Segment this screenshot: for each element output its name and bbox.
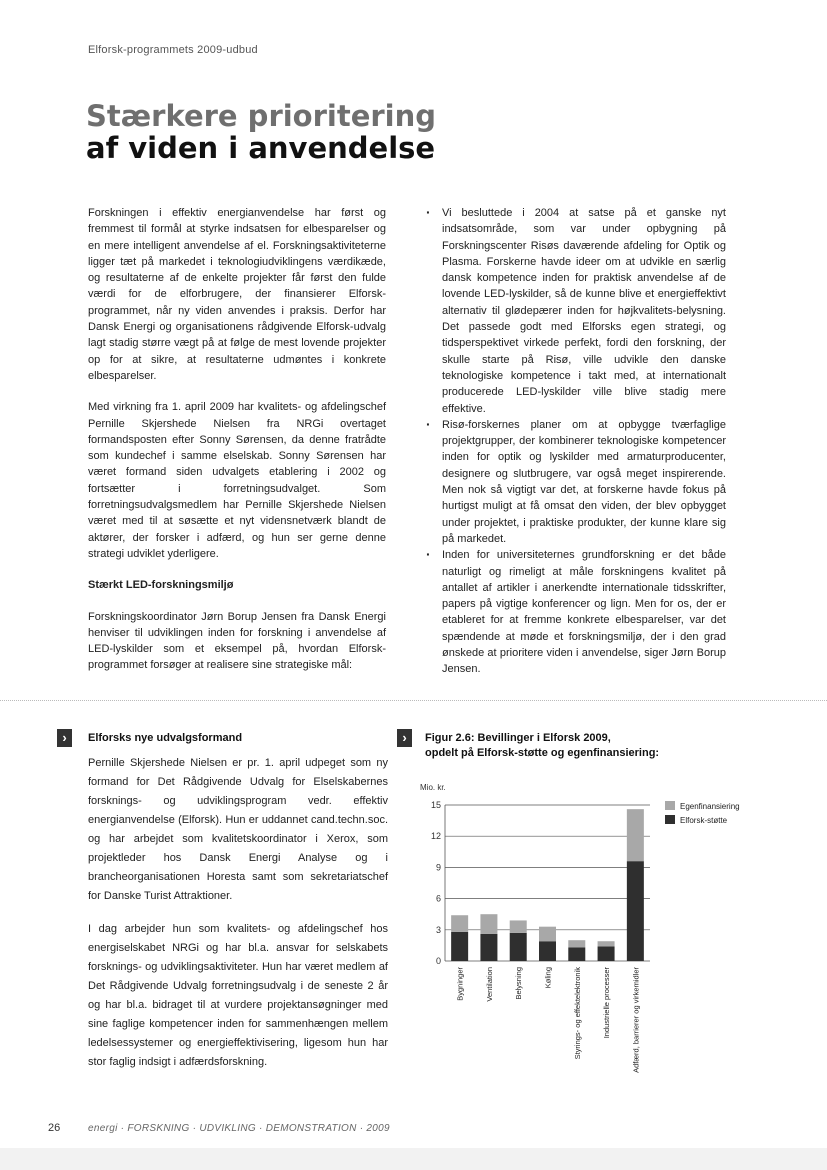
chevron-right-icon: › (397, 729, 412, 747)
bar-elforsk-stotte (510, 933, 527, 961)
x-tick-label: Styrings- og effektelektronik (572, 967, 582, 1060)
y-tick-label: 3 (435, 924, 441, 935)
page-title (86, 100, 486, 164)
legend-label: Elforsk-støtte (680, 816, 728, 825)
bar-elforsk-stotte (568, 947, 585, 961)
section-subheading: Stærkt LED-forskningsmiljø (88, 579, 234, 592)
chevron-right-icon: › (57, 729, 72, 747)
y-tick-label: 9 (435, 862, 441, 873)
x-tick-label: Industrielle processer (602, 967, 612, 1039)
box-title: Elforsks nye udvalgsformand (88, 732, 243, 744)
bar-chart (400, 775, 780, 1095)
x-tick-label: Køling (543, 967, 553, 989)
figure-title (425, 731, 659, 761)
page-title-line-1: Stærkere prioritering (86, 99, 437, 133)
bar-elforsk-stotte (480, 934, 497, 961)
paragraph: Forskningskoordinator Jørn Borup Jensen fra Dansk Energi henviser til udviklingen inden for forskning i anvendelse af LED-lyskilder som et eksempel på, hvordan Elforsk-programmet forsøger at realisere sine strategiske mål: (88, 610, 386, 672)
x-tick-label: Adfærd, barrierer og virkemidler (631, 967, 641, 1073)
section-divider (0, 700, 827, 701)
legend-swatch (665, 801, 675, 810)
x-tick-label: Belysning (514, 967, 524, 1000)
footer-running-text: energi · FORSKNING · UDVIKLING · DEMONSTRATION · 2009 (88, 1123, 390, 1134)
bar-egenfinansiering (627, 809, 644, 861)
bullet-list (426, 205, 726, 678)
figure-title-line-1: Figur 2.6: Bevillinger i Elforsk 2009, (425, 732, 611, 744)
bullet-item: · Risø-forskernes planer om at opbygge tværfaglige projektgrupper, der kombinerer teknologiske kompetencer inden for optik og lyskilder med armaturproducenter, designere og slutbrugere, var også meget inspirerende. Men nok så vigtigt var det, at forskerne havde fokus på hurtigst muligt at få omsat den viden, der blev opbygget under projektet, i praktiske produkter, der kunne klare sig på markedet. (426, 417, 726, 547)
x-tick-label: Ventilation (484, 967, 494, 1002)
legend-label: Egenfinansiering (680, 802, 740, 811)
box-text (88, 754, 388, 1086)
bar-elforsk-stotte (627, 861, 644, 961)
page-title-line-2: af viden i anvendelse (86, 131, 436, 165)
bottom-bar (0, 1148, 827, 1170)
paragraph: Forskningen i effektiv energianvendelse har først og fremmest til formål at styrke indsatsen for elbesparelser og en mere intelligent anvendelse af el. Forskningsaktiviteterne ligger tæt på markedet i teknologiudviklingens værdikæde, og resultaterne af de enkelte projekter får først den fulde værdi for de elforbrugere, der finansierer Elforsk-programmet, når ny viden anvendes i praksis. Derfor har Dansk Energi og organisationens rådgivende Elforsk-udvalg lagt stadig større vægt på at følge de mest lovende projekter op for at sikre, at resultaterne udmøntes i konkrete elbesparelser. (88, 207, 386, 382)
paragraph: I dag arbejder hun som kvalitets- og afdelingschef hos energiselskabet NRGi og har bl.a. ansvar for selskabets forsknings- og udviklingsaktiviteter. Hun har været medlem af Det Rådgivende Udvalg forretningsudvalg i de seneste 2 år og har bl.a. bidraget til at vurdere projektansøgninger med sine faglige kompetencer inden for sammenhængen mellem ledelsessystemer og energieffektivisering, ligesom hun har stor faglig indsigt i adfærdsforskning. (88, 923, 388, 1068)
bar-egenfinansiering (598, 941, 615, 946)
x-tick-label: Bygninger (455, 967, 465, 1001)
y-axis-label: Mio. kr. (420, 783, 446, 792)
running-header: Elforsk-programmets 2009-udbud (88, 44, 258, 56)
bullet-item: · Vi besluttede i 2004 at satse på et ganske nyt indsatsområde, som var under opbygning på Forskningscenter Risøs daværende afdeling for Optik og Plasma. Forskerne havde ideer om at udvikle en særlig dansk kompetence inden for praktisk anvendelse af de lovende LED-lyskilder, så de kunne blive et energieffektivt alternativ til glødepærer inden for højkvalitets-belysning. Det passede godt med Elforsks egen strategi, og tidsperspektivet virkede perfekt, fordi den forskning, der skulle starte på Risø, ville udvikle den danske teknologiske kompetence i takt med, at internationalt producerede LED-lyskilder ville blive stadig mere effektive. (426, 205, 726, 417)
y-tick-label: 12 (430, 831, 441, 842)
legend-swatch (665, 815, 675, 824)
paragraph: Pernille Skjershede Nielsen er pr. 1. april udpeget som ny formand for Det Rådgivende Udvalg for Elselskabernes forsknings- og udviklingsprogram vedr. effektiv energianvendelse (Elforsk). Hun er uddannet cand.techn.soc. og har arbejdet som kvalitetskoordinator i Xerox, som projektleder hos Dansk Energi Analyse og i brancheorganisationen Horesta samt som sekretariatschef for Danske Turist Attraktioner. (88, 757, 388, 902)
right-column (426, 205, 726, 678)
bar-egenfinansiering (568, 940, 585, 947)
bar-egenfinansiering (451, 915, 468, 932)
y-tick-label: 6 (435, 893, 441, 904)
bar-elforsk-stotte (451, 932, 468, 961)
bar-egenfinansiering (539, 927, 556, 942)
y-tick-label: 0 (435, 956, 441, 966)
page-number: 26 (48, 1122, 61, 1134)
left-column (88, 205, 386, 689)
bar-egenfinansiering (510, 920, 527, 932)
bar-elforsk-stotte (598, 946, 615, 961)
bullet-item: · Inden for universiteternes grundforskning er det både naturligt og rimeligt at måle forskningens kvalitet på antallet af artikler i anerkendte internationale tidsskrifter, papers på vigtige konferencer og lign. Men for os, der er etableret for at fremme konkrete elbesparelser, var det spændende at møde et forskningsmiljø, der i den grad ønskede at prioritere viden i anvendelse, siger Jørn Borup Jensen. (426, 547, 726, 677)
bar-elforsk-stotte (539, 941, 556, 961)
figure-title-line-2: opdelt på Elforsk-støtte og egenfinansiering: (425, 747, 660, 759)
bar-egenfinansiering (480, 914, 497, 934)
y-tick-label: 15 (430, 800, 441, 810)
paragraph: Med virkning fra 1. april 2009 har kvalitets- og afdelingschef Pernille Skjershede Nielsen fra NRGi overtaget formandsposten efter Sonny Sørensen, da denne fratrådte som kundechef i samme elselskab. Sonny Sørensen har været formand siden udvalgets etablering i 2002 og fortsætter i forretningsudvalget. Som forretningsudvalgsmedlem har Pernille Skjershede Nielsen været med til at søsætte et nyt vidensnetværk blandt de aktører, der forsker i adfærd, og hun ser gerne denne strategi udviklet yderligere. (88, 401, 386, 560)
